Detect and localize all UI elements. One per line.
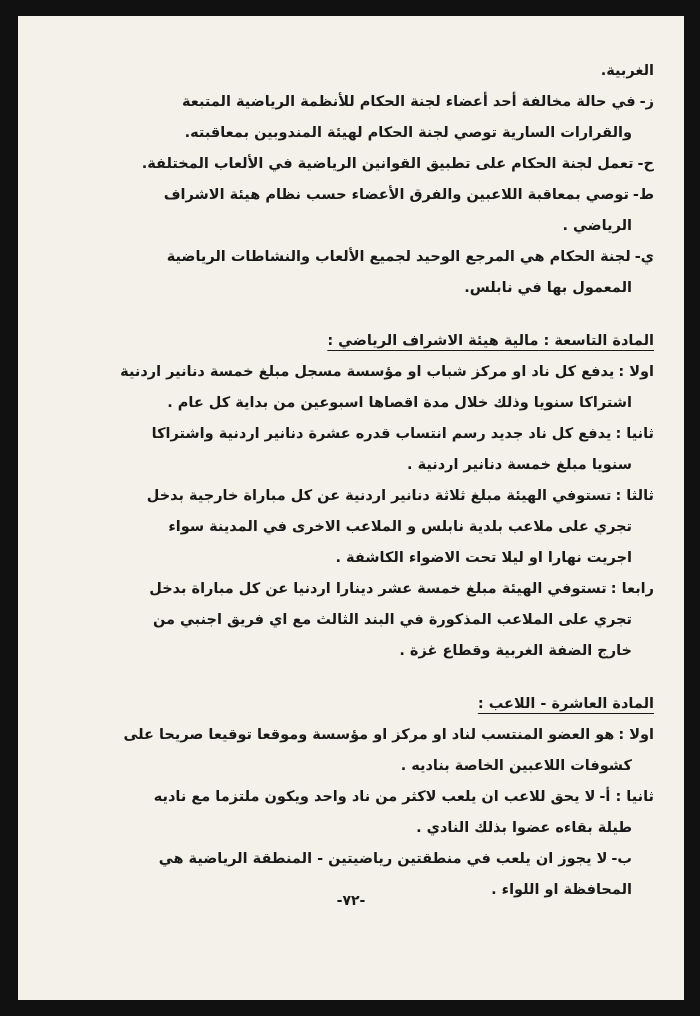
item-text: تستوفي الهيئة مبلغ ثلاثة دنانير اردنية عن كل مباراة خارجية بدخل: [146, 488, 612, 504]
document-body: [48, 56, 654, 906]
article-ten-item-1: [48, 720, 654, 751]
article-nine-item-2: [48, 419, 654, 450]
item-text: لا يجوز ان يلعب في منطقتين رياضيتين - المنطقة الرياضية هي: [158, 851, 608, 867]
clause-text: المعمول بها في نابلس.: [464, 280, 632, 296]
article-nine-item-2-continuation: [48, 450, 654, 481]
item-text: تجري على الملاعب المذكورة في البند الثالث مع اي فريق اجنبي من: [152, 612, 632, 628]
clause-label: ز-: [639, 94, 654, 110]
clause-label: ح-: [637, 156, 654, 172]
item-label: رابعا :: [610, 581, 654, 597]
intro-line: [48, 56, 654, 87]
item-text: كشوفات اللاعبين الخاصة بناديه .: [400, 758, 632, 774]
item-label: ثانيا : أ-: [599, 789, 654, 805]
article-ten-heading: المادة العاشرة - اللاعب :: [477, 696, 654, 712]
clause-text: والقرارات السارية توصي لجنة الحكام لهيئة المندوبين بمعاقبته.: [184, 125, 632, 141]
article-nine-item-4-continuation: [48, 636, 654, 667]
article-ten-heading-row: [48, 689, 654, 720]
item-label: ثانيا :: [615, 426, 654, 442]
clause-label: ي-: [634, 249, 654, 265]
item-text: يدفع كل ناد او مركز شباب او مؤسسة مسجل مبلغ خمسة دنانير اردنية: [120, 364, 615, 380]
article-nine-heading-row: [48, 326, 654, 357]
clause-text: توصي بمعاقبة اللاعبين والفرق الأعضاء حسب نظام هيئة الاشراف: [163, 187, 629, 203]
item-text: اجريت نهارا او ليلا تحت الاضواء الكاشفة .: [335, 550, 632, 566]
item-text: هو العضو المنتسب لناد او مركز او مؤسسة وموقعا توقيعا صريحا على: [123, 727, 615, 743]
clause-ya: [48, 242, 654, 273]
clause-text: في حالة مخالفة أحد أعضاء لجنة الحكام للأنظمة الرياضية المتبعة: [182, 94, 636, 110]
clause-ya-continuation: [48, 273, 654, 304]
clause-zay-continuation: [48, 118, 654, 149]
article-nine-heading: المادة التاسعة : مالية هيئة الاشراف الرياضي :: [327, 333, 654, 349]
clause-text: تعمل لجنة الحكام على تطبيق القوانين الرياضية في الألعاب المختلفة.: [141, 156, 634, 172]
item-label: ثالثا :: [615, 488, 654, 504]
article-nine-item-4-continuation: [48, 605, 654, 636]
item-text: طيلة بقاءه عضوا بذلك النادي .: [416, 820, 632, 836]
article-nine-item-3-continuation: [48, 512, 654, 543]
item-text: تجري على ملاعب بلدية نابلس و الملاعب الاخرى في المدينة سواء: [168, 519, 632, 535]
article-nine-item-3: [48, 481, 654, 512]
document-page: [18, 16, 684, 1000]
item-label: اولا :: [618, 364, 654, 380]
item-text: اشتراكا سنويا وذلك خلال مدة اقصاها اسبوعين من بداية كل عام .: [167, 395, 632, 411]
clause-label: ط-: [632, 187, 654, 203]
item-label: اولا :: [618, 727, 654, 743]
clause-text: الرياضي .: [562, 218, 632, 234]
item-text: لا يحق للاعب ان يلعب لاكثر من ناد واحد ويكون ملتزما مع ناديه: [153, 789, 596, 805]
article-ten-item-2a: [48, 782, 654, 813]
article-nine-item-4: [48, 574, 654, 605]
article-nine-item-1-continuation: [48, 388, 654, 419]
article-ten-item-2b: [48, 844, 654, 875]
item-text: تستوفي الهيئة مبلغ خمسة عشر دينارا اردنيا عن كل مباراة بدخل: [149, 581, 607, 597]
clause-zay: [48, 87, 654, 118]
clause-ta: [48, 180, 654, 211]
item-label: ب-: [611, 851, 632, 867]
article-nine-item-1: [48, 357, 654, 388]
article-ten-item-1-continuation: [48, 751, 654, 782]
item-text: سنويا مبلغ خمسة دنانير اردنية .: [407, 457, 632, 473]
item-text: يدفع كل ناد جديد رسم انتساب قدره عشرة دنانير اردنية واشتراكا: [151, 426, 612, 442]
intro-text: الغربية.: [600, 63, 654, 79]
article-ten-item-2a-continuation: [48, 813, 654, 844]
clause-text: لجنة الحكام هي المرجع الوحيد لجميع الألعاب والنشاطات الرياضية: [166, 249, 631, 265]
clause-ha: [48, 149, 654, 180]
clause-ta-continuation: [48, 211, 654, 242]
item-text: المحافظة او اللواء .: [491, 882, 632, 898]
item-text: خارج الضفة الغربية وقطاع غزة .: [399, 643, 632, 659]
article-nine-item-3-continuation: [48, 543, 654, 574]
page-number: -٧٢-: [336, 893, 366, 909]
